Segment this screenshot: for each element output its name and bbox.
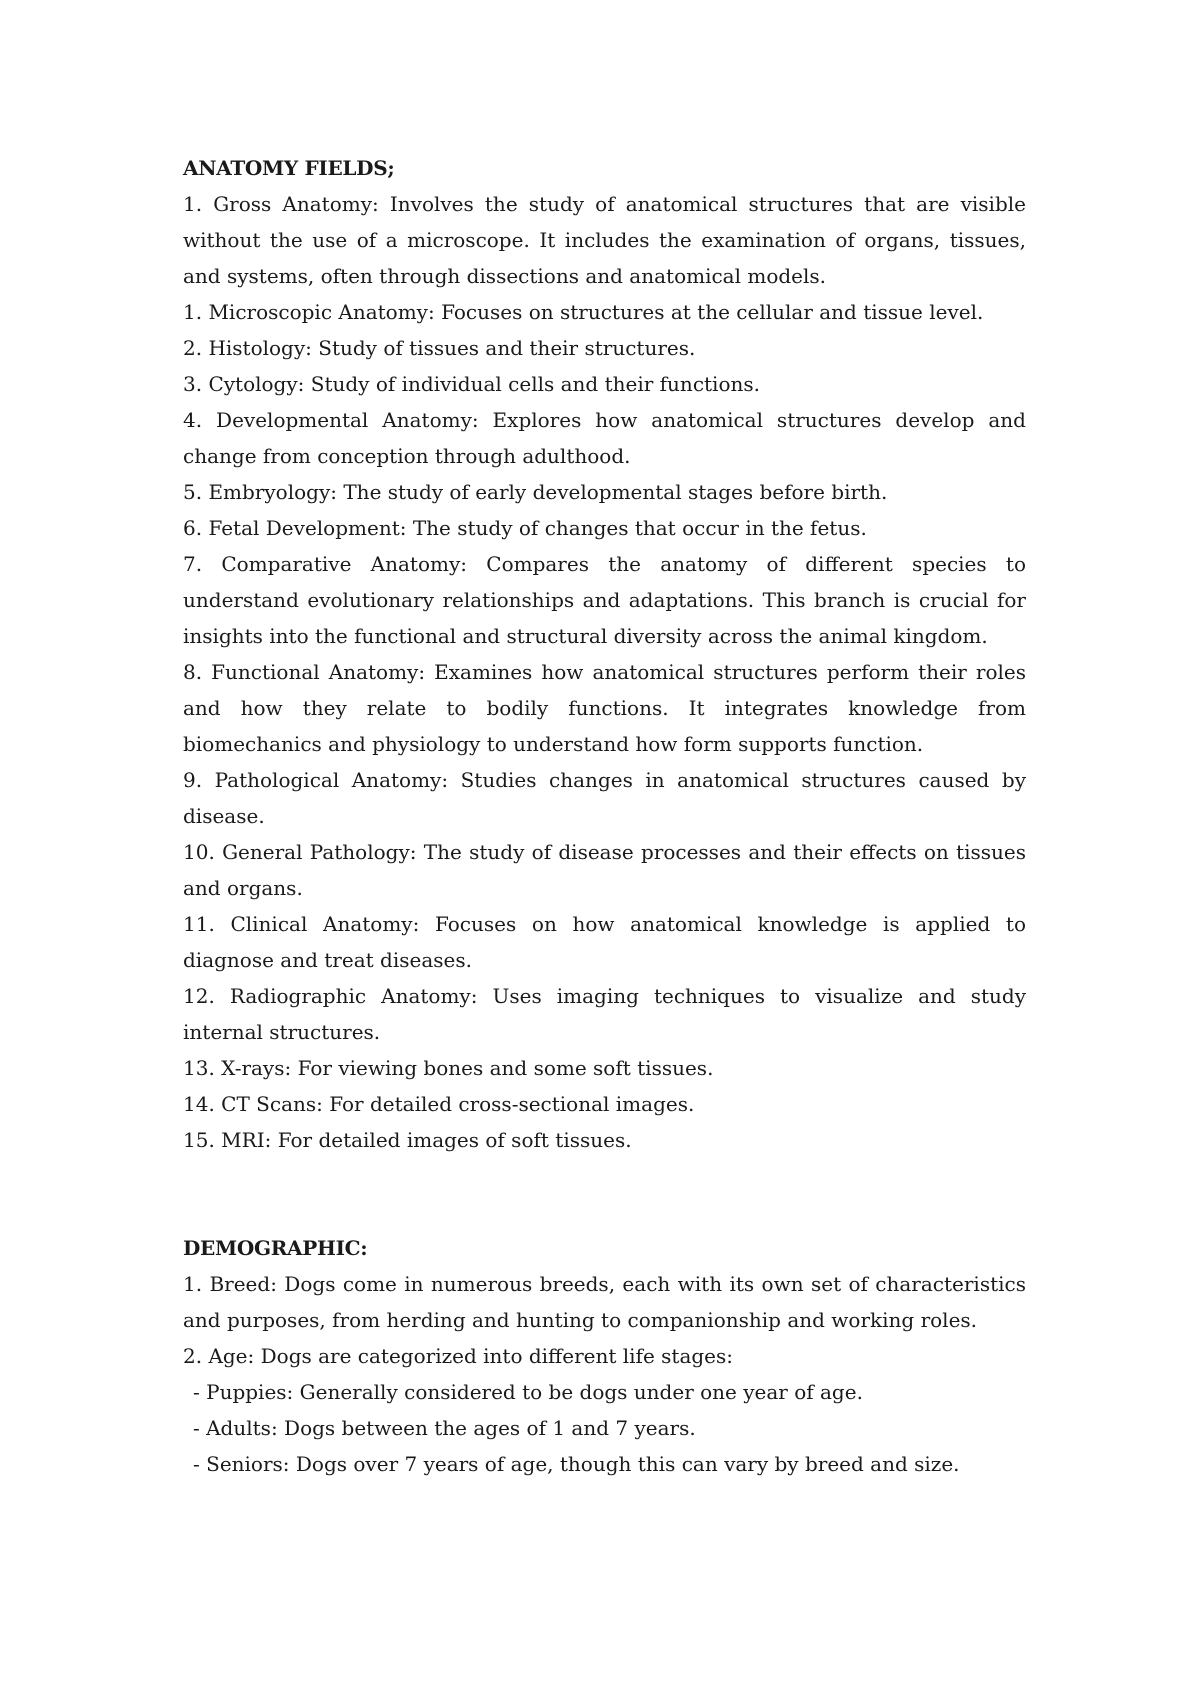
anatomy-section [183,150,1026,1158]
list-item: 6. Fetal Development: The study of changes that occur in the fetus. [183,516,867,540]
sub-list-item: - Seniors: Dogs over 7 years of age, though this can vary by breed and size. [193,1452,960,1476]
anatomy-list [183,186,1026,1158]
list-item: 12. Radiographic Anatomy: Uses imaging techniques to visualize and study internal structures. [183,984,1026,1044]
list-item: 1. Microscopic Anatomy: Focuses on structures at the cellular and tissue level. [183,300,984,324]
list-item: 14. CT Scans: For detailed cross-sectional images. [183,1092,695,1116]
list-item: 2. Histology: Study of tissues and their structures. [183,336,696,360]
sub-list-item: - Puppies: Generally considered to be dogs under one year of age. [193,1380,863,1404]
list-item: 8. Functional Anatomy: Examines how anatomical structures perform their roles and how they relate to bodily functions. It integrates knowledge from biomechanics and physiology to understand how form supports function. [183,660,1026,756]
list-item: 1. Breed: Dogs come in numerous breeds, each with its own set of characteristics and purposes, from herding and hunting to companionship and working roles. [183,1272,1026,1332]
list-item: 15. MRI: For detailed images of soft tissues. [183,1128,632,1152]
list-item: 7. Comparative Anatomy: Compares the anatomy of different species to understand evolutionary relationships and adaptations. This branch is crucial for insights into the functional and structural diversity across the animal kingdom. [183,552,1026,648]
document-page [183,150,1026,1482]
anatomy-heading: ANATOMY FIELDS; [183,156,395,180]
list-item: 1. Gross Anatomy: Involves the study of anatomical structures that are visible without the use of a microscope. It includes the examination of organs, tissues, and systems, often through dissections and anatomical models. [183,192,1026,288]
demographic-heading: DEMOGRAPHIC: [183,1236,368,1260]
demographic-list [183,1266,1026,1482]
list-item: 4. Developmental Anatomy: Explores how anatomical structures develop and change from conception through adulthood. [183,408,1026,468]
section-spacer [183,1158,1026,1230]
list-item: 13. X-rays: For viewing bones and some soft tissues. [183,1056,714,1080]
sub-list-item: - Adults: Dogs between the ages of 1 and 7 years. [193,1416,696,1440]
list-item: 5. Embryology: The study of early developmental stages before birth. [183,480,888,504]
list-item: 3. Cytology: Study of individual cells and their functions. [183,372,760,396]
list-item: 2. Age: Dogs are categorized into different life stages: [183,1344,734,1368]
demographic-section [183,1230,1026,1482]
list-item: 9. Pathological Anatomy: Studies changes in anatomical structures caused by disease. [183,768,1026,828]
list-item: 11. Clinical Anatomy: Focuses on how anatomical knowledge is applied to diagnose and treat diseases. [183,912,1026,972]
list-item: 10. General Pathology: The study of disease processes and their effects on tissues and organs. [183,840,1026,900]
